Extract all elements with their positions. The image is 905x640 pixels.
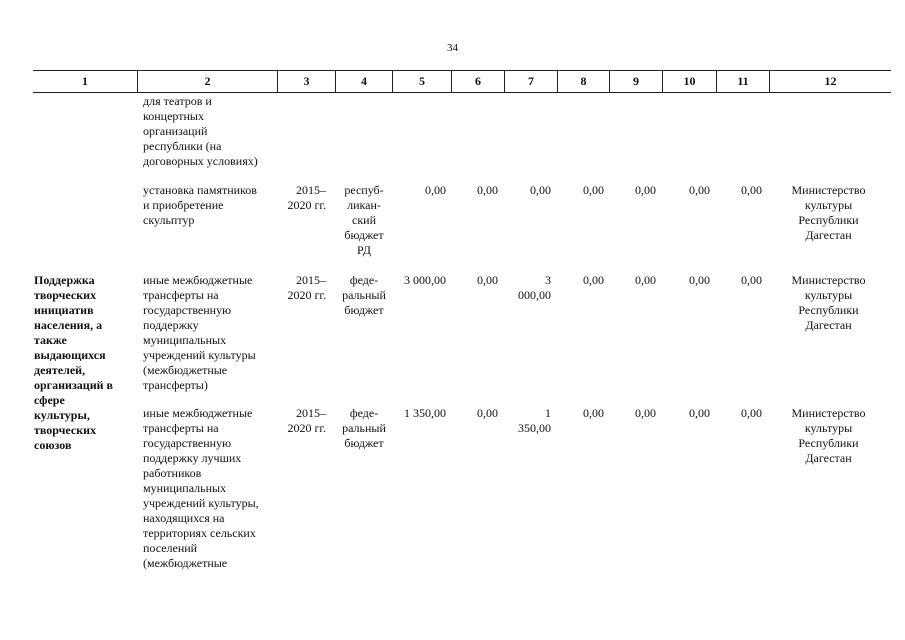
year-cell: 0,00 xyxy=(741,183,762,197)
col-header-3: 3 xyxy=(303,74,310,88)
year-cell: 0,00 xyxy=(689,406,710,420)
total-cell: 0,00 xyxy=(425,183,446,197)
year-cell: 0,00 xyxy=(477,273,498,287)
year-cell: 0,00 xyxy=(583,183,604,197)
year-cell: 1 350,00 xyxy=(518,406,551,435)
year-cell: 0,00 xyxy=(689,273,710,287)
col-header-11: 11 xyxy=(737,74,749,88)
year-cell: 0,00 xyxy=(635,273,656,287)
funding-source-cell: респуб- ликан- ский бюджет РД xyxy=(344,183,384,257)
executor-cell: Министерство культуры Республики Дагестан xyxy=(791,406,866,465)
total-cell: 3 000,00 xyxy=(404,273,446,287)
funding-source-cell: феде- ральный бюджет xyxy=(342,406,386,450)
page-number: 34 xyxy=(447,42,458,54)
year-cell: 0,00 xyxy=(689,183,710,197)
col-header-1: 1 xyxy=(82,74,88,88)
year-cell: 0,00 xyxy=(741,406,762,420)
period-cell: 2015– 2020 гг. xyxy=(287,273,326,302)
measure-cell: иные межбюджетные трансферты на государственную поддержку муниципальных учреждений культуры (межбюджетные трансферты) xyxy=(143,273,256,392)
continued-measure-text: для театров и концертных организаций республики (на договорных условиях) xyxy=(143,94,258,168)
period-cell: 2015– 2020 гг. xyxy=(287,183,326,212)
total-cell: 1 350,00 xyxy=(404,406,446,420)
executor-cell: Министерство культуры Республики Дагестан xyxy=(791,273,866,332)
measure-cell: установка памятников и приобретение скульптур xyxy=(143,183,257,227)
col-header-5: 5 xyxy=(419,74,425,88)
col-header-12: 12 xyxy=(824,74,837,88)
year-cell: 0,00 xyxy=(635,406,656,420)
year-cell: 0,00 xyxy=(530,183,551,197)
col-header-2: 2 xyxy=(204,74,211,88)
period-cell: 2015– 2020 гг. xyxy=(287,406,326,435)
executor-cell: Министерство культуры Республики Дагестан xyxy=(791,183,866,242)
col-header-7: 7 xyxy=(528,74,534,88)
header-top-rule xyxy=(33,70,891,71)
year-cell: 3 000,00 xyxy=(518,273,551,302)
funding-source-cell: феде- ральный бюджет xyxy=(342,273,386,317)
col-header-4: 4 xyxy=(361,74,367,88)
year-cell: 0,00 xyxy=(635,183,656,197)
col-header-9: 9 xyxy=(633,74,639,88)
year-cell: 0,00 xyxy=(477,406,498,420)
year-cell: 0,00 xyxy=(477,183,498,197)
year-cell: 0,00 xyxy=(741,273,762,287)
year-cell: 0,00 xyxy=(583,406,604,420)
col-header-10: 10 xyxy=(683,74,696,88)
year-cell: 0,00 xyxy=(583,273,604,287)
program-group-title: Поддержка творческих инициатив населения, а также выдающихся деятелей, организаций в сфере культуры, творческих союзов xyxy=(34,273,113,452)
header-bottom-rule xyxy=(33,92,891,93)
col-header-8: 8 xyxy=(580,74,587,88)
col-header-6: 6 xyxy=(475,74,481,88)
measure-cell: иные межбюджетные трансферты на государственную поддержку лучших работников муниципальных учреждений культуры, находящихся на территориях сельских поселений (межбюджетные xyxy=(143,406,259,570)
